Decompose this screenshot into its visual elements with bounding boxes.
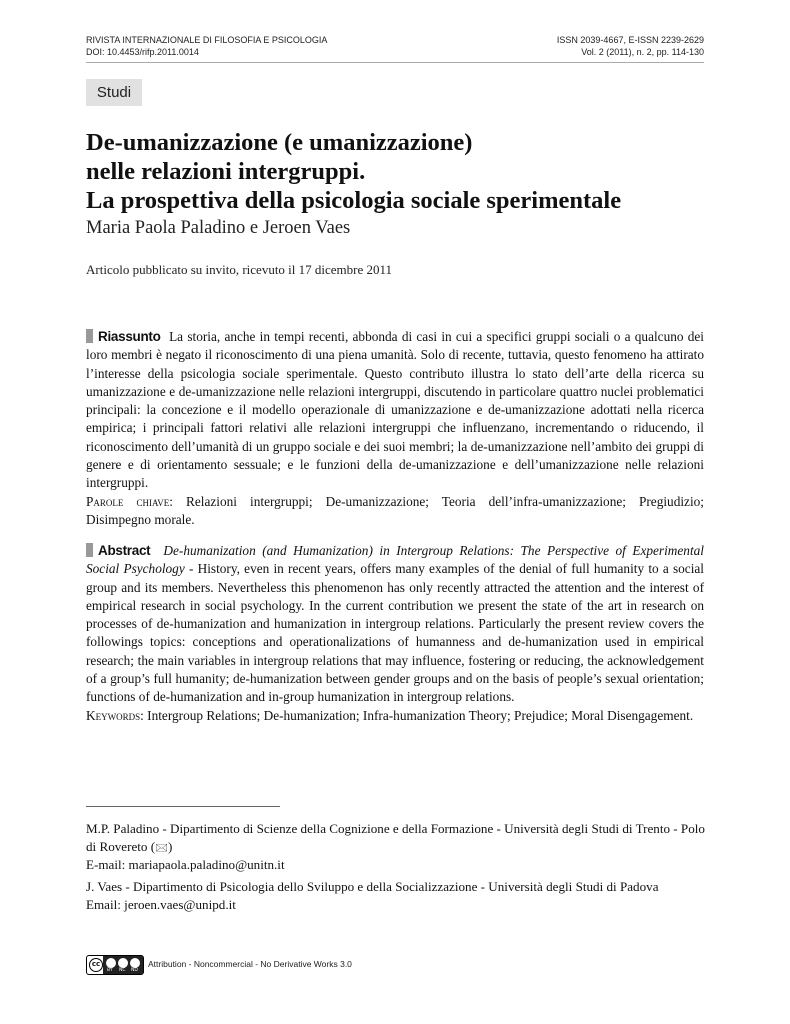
abstract-text: - History, even in recent years, offers many examples of the denial of full humanity to a social group and its members. Nevertheless this phenomenon has only recently attracted the attention and the interest of empirical research in social psychology. In the current contribution we present the state of the art in research on processes of de-humanization and humanization in intergroup relations. Particularly the present review covers the followings topics: conceptions and operationalizations of humanness and de-humanization used in empirical research; the main variables in intergroup relations that may influence, fostering or reducing, the acknowledgement of a group’s full humanity; de-humanization between gender groups and on the basis of people’s sexual orientation; functions of de-humanization and in-group humanization in intergroup relations.	[86, 561, 705, 705]
label-bar-icon	[86, 329, 93, 343]
issn: ISSN 2039-4667, E-ISSN 2239-2629	[556, 35, 704, 45]
paladino-affiliation: M.P. Paladino - Dipartimento di Scienze della Cognizione e della Formazione - Università degli Studi di Trento - Polo di Rovereto (🖂)	[86, 821, 705, 854]
cc-by-label: BY	[107, 968, 113, 973]
license-text: Attribution - Noncommercial - No Derivative Works 3.0	[148, 959, 352, 969]
label-bar-icon	[86, 543, 93, 557]
title-line-1: De-umanizzazione (e umanizzazione)	[86, 129, 473, 156]
mail-icon: 🖂	[155, 840, 168, 854]
abstract-label: Abstract	[98, 543, 151, 558]
footnote-divider	[86, 806, 280, 807]
cc-nd-label: ND	[131, 968, 138, 973]
authors: Maria Paola Paladino e Jeroen Vaes	[86, 218, 351, 238]
parole-chiave-label: Parole chiave	[86, 493, 170, 509]
title-line-2: nelle relazioni intergruppi.	[86, 158, 366, 185]
abstract-english-title: De-humanization (and Humanization) in Intergroup Relations: The Perspective of Experimental Social Psychology	[86, 543, 704, 577]
paladino-email[interactable]: E-mail: mariapaola.paladino@unitn.it	[86, 857, 285, 872]
vaes-email[interactable]: Email: jeroen.vaes@unipd.it	[86, 896, 236, 912]
cc-nc-label: NC	[119, 968, 126, 973]
cc-badge-dark	[103, 956, 143, 974]
abstract-paragraph	[86, 542, 704, 707]
cc-by-icon	[106, 958, 116, 968]
cc-nd-icon	[130, 958, 140, 968]
abstract-keywords: Keywords: Intergroup Relations; De-humanization; Infra-humanization Theory; Prejudice; Moral Disengagement.	[86, 707, 694, 723]
riassunto-text: La storia, anche in tempi recenti, abbonda di casi in cui a specifici gruppi sociali o a qualcuno dei loro membri è negato il riconoscimento di una piena umanità. Solo di recente, tuttavia, questo fenomeno ha attirato l’interesse della psicologia sociale sperimentale. Questo contributo illustra lo stato dell’arte della ricerca su umanizzazione e de-umanizzazione nelle relazioni intergruppi, discutendo in particolare quattro nuclei problematici principali: la concezione e il modello operazionale di umanizzazione e de-umanizzazione adottati nella ricerca empirica; i principali fattori relativi alle relazioni intergruppi che influenzano, incrementando o riducendo, il riconoscimento dell’umanità di un gruppo sociale e dei suoi membri; la de-umanizzazione nell’ambito dei gruppi di genere e di orientamento sessuale; e le funzioni della de-umanizzazione e dell’umanizzazione nelle relazioni intergruppi.	[86, 329, 704, 491]
riassunto-block	[86, 328, 704, 529]
cc-nc-icon	[118, 958, 128, 968]
header-divider	[86, 62, 704, 63]
keywords-text: Intergroup Relations; De-humanization; Infra-humanization Theory; Prejudice; Moral Disengagement.	[147, 707, 694, 723]
doi[interactable]: DOI: 10.4453/rifp.2011.0014	[86, 47, 199, 57]
cc-logo-icon: cc	[89, 958, 103, 972]
article-title	[86, 128, 706, 215]
journal-name: RIVISTA INTERNAZIONALE DI FILOSOFIA E PSICOLOGIA	[86, 35, 328, 45]
footnote-paladino	[86, 820, 706, 874]
riassunto-label: Riassunto	[98, 329, 161, 344]
riassunto-paragraph	[86, 328, 704, 493]
abstract-block	[86, 542, 704, 725]
title-line-3: La prospettiva della psicologia sociale sperimentale	[86, 187, 622, 214]
vaes-affiliation: J. Vaes - Dipartimento di Psicologia dello Sviluppo e della Socializzazione - Università degli Studi di Padova	[86, 879, 659, 894]
cc-license-icon[interactable]	[86, 955, 144, 975]
keywords-label: Keywords	[86, 707, 141, 723]
riassunto-keywords: Parole chiave: Relazioni intergruppi; De-umanizzazione; Teoria dell’infra-umanizzazione; Pregiudizio; Disimpegno morale.	[86, 493, 704, 527]
footnote-vaes	[86, 878, 706, 913]
volume-info: Vol. 2 (2011), n. 2, pp. 114-130	[581, 47, 704, 57]
section-tag: Studi	[86, 79, 142, 106]
invited-note: Articolo pubblicato su invito, ricevuto il 17 dicembre 2011	[86, 262, 393, 277]
parole-chiave-text: Relazioni intergruppi; De-umanizzazione; Teoria dell’infra-umanizzazione; Pregiudizio; Disimpegno morale.	[86, 493, 704, 527]
